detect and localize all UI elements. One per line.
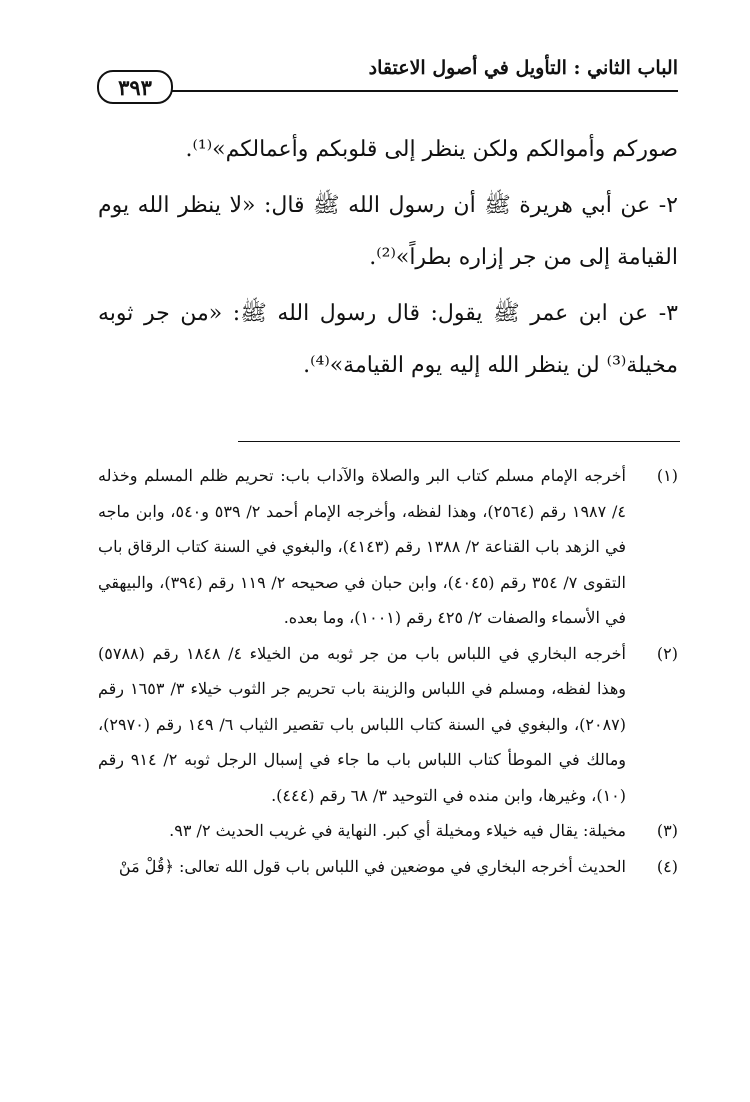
footnote-text: أخرجه الإمام مسلم كتاب البر والصلاة والآداب باب: تحريم ظلم المسلم وخذله ٤/ ١٩٨٧ رقم (٢٥٦٤)، وهذا لفظه، وأخرجه الإمام أحمد ٢/ ٥٣٩ و٥٤٠، وابن ماجه في الزهد باب القناعة ٢/ ١٣٨٨ رقم (٤١٤٣)، والبغوي في السنة كتاب الرقاق باب التقوى ٧/ ٣٥٤ رقم (٤٠٤٥)، وابن حبان في صحيحه ٢/ ١١٩ رقم (٣٩٤)، والبيهقي في الأسماء والصفات ٢/ ٤٢٥ رقم (١٠٠١)، وما بعده.	[98, 466, 627, 627]
footnote-text: أخرجه البخاري في اللباس باب من جر ثوبه من الخيلاء ٤/ ١٨٤٨ رقم (٥٧٨٨) وهذا لفظه، ومسلم في اللباس والزينة باب تحريم جر الثوب خيلاء ٣/ ١٦٥٣ رقم (٢٠٨٧)، والبغوي في السنة كتاب اللباس باب تقصير الثياب ٦/ ١٤٩ رقم (٢٩٧٠)، ومالك في الموطأ كتاب اللباس باب ما جاء في إسبال الرجل ثوبه ٢/ ٩١٤ رقم (١٠)، وغيرها، وابن منده في التوحيد ٣/ ٦٨ رقم (٤٤٤).	[98, 643, 627, 805]
paragraph: ٢- عن أبي هريرة ﷺ أن رسول الله ﷺ قال: «لا ينظر الله يوم القيامة إلى من جر إزاره بطراً»⁽²⁾.	[98, 193, 678, 270]
footnote	[98, 849, 678, 885]
footnote-number: (٢)	[656, 643, 678, 663]
footnote	[98, 636, 678, 814]
footnote-number: (٣)	[656, 821, 678, 840]
header-rule	[100, 90, 678, 92]
main-text	[98, 124, 678, 396]
footnote-text: مخيلة: يقال فيه خيلاء ومخيلة أي كبر. النهاية في غريب الحديث ٢/ ٩٣.	[169, 821, 626, 840]
footnote	[98, 813, 678, 849]
paragraph: صوركم وأموالكم ولكن ينظر إلى قلوبكم وأعمالكم»⁽¹⁾.	[185, 137, 678, 162]
footnote-number: (١)	[656, 466, 678, 485]
footnote-number: (٤)	[656, 856, 678, 876]
page-number: ٣٩٣	[97, 70, 173, 104]
paragraph: ٣- عن ابن عمر ﷺ يقول: قال رسول الله ﷺ: «من جر ثوبه مخيلة⁽³⁾ لن ينظر الله إليه يوم القيامة»⁽⁴⁾.	[98, 301, 678, 378]
footnote	[98, 458, 678, 636]
footnotes	[98, 458, 678, 884]
running-header-title: الباب الثاني : التأويل في أصول الاعتقاد	[368, 57, 678, 79]
footnote-text: الحديث أخرجه البخاري في موضعين في اللباس باب قول الله تعالى: ﴿قُلْ مَنْ	[118, 856, 626, 876]
footnote-separator	[238, 441, 680, 442]
